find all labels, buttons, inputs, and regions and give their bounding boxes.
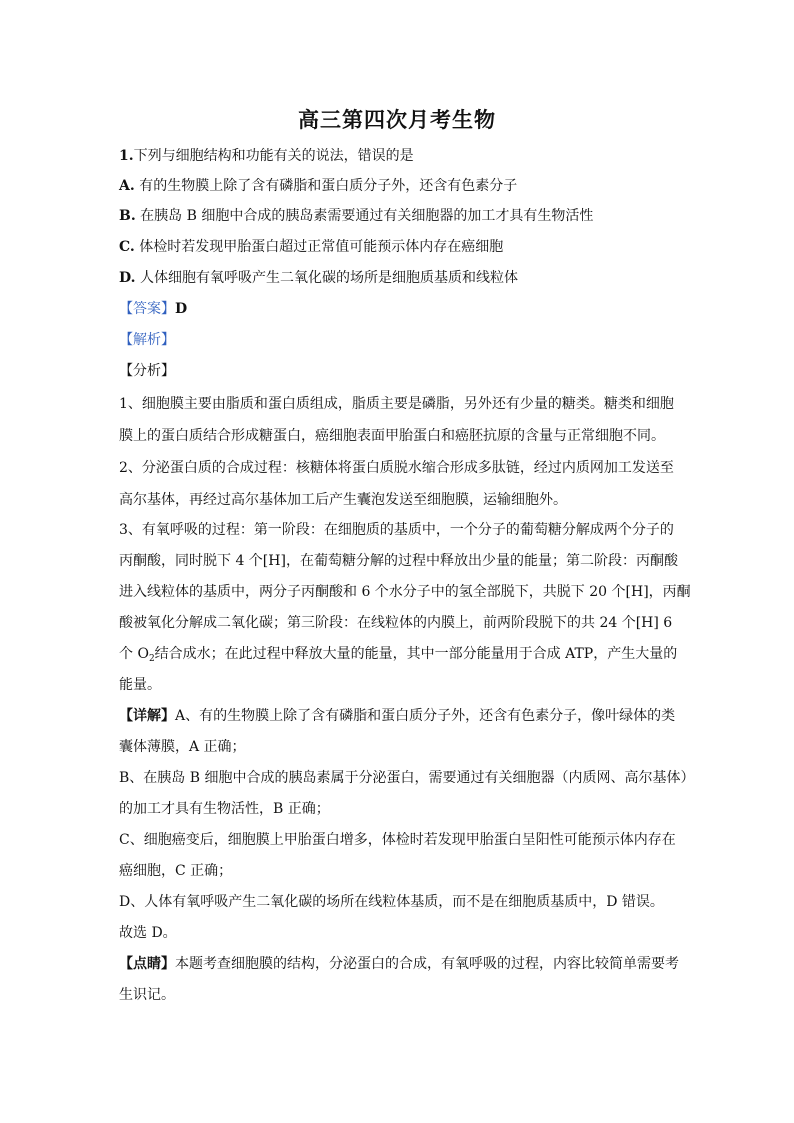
- analysis-tag: 【解析】: [119, 332, 175, 348]
- detail-line: 癌细胞，C 正确；: [119, 863, 233, 879]
- option-c: [119, 237, 503, 257]
- question-stem: [119, 146, 414, 166]
- o2-subscript: 2: [148, 654, 155, 664]
- option-label: C.: [119, 239, 135, 255]
- detail-line: A、有的生物膜上除了含有磷脂和蛋白质分子外，还含有色素分子，像叶绿体的类: [175, 708, 676, 724]
- fenxi-line: 进入线粒体的基质中，两分子丙酮酸和 6 个水分子中的氢全部脱下，共脱下 20 个[H]，丙酮: [119, 584, 691, 600]
- point-line: 生识记。: [119, 987, 175, 1003]
- fenxi-line: 3、有氧呼吸的过程：第一阶段：在细胞质的基质中，一个分子的葡萄糖分解成两个分子的: [119, 522, 674, 538]
- answer-tag: 【答案】: [119, 301, 175, 317]
- option-text: 有的生物膜上除了含有磷脂和蛋白质分子外，还含有色素分子: [139, 178, 518, 194]
- question-text: 下列与细胞结构和功能有关的说法，错误的是: [133, 148, 414, 164]
- point-line: 本题考查细胞膜的结构，分泌蛋白的合成，有氧呼吸的过程，内容比较简单需要考: [175, 956, 679, 972]
- option-a: [119, 176, 517, 196]
- question-number: 1.: [119, 148, 134, 164]
- option-text: 人体细胞有氧呼吸产生二氧化碳的场所是细胞质基质和线粒体: [139, 270, 518, 286]
- fenxi-line: 丙酮酸，同时脱下 4 个[H]，在葡萄糖分解的过程中释放出少量的能量；第二阶段：丙酮酸: [119, 553, 678, 569]
- detail-tag: 【详解】: [119, 708, 175, 724]
- page-title: 高三第四次月考生物: [298, 107, 496, 132]
- option-text: 在胰岛 B 细胞中合成的胰岛素需要通过有关细胞器的加工才具有生物活性: [140, 208, 594, 224]
- fenxi-line: 膜上的蛋白质结合形成糖蛋白，癌细胞表面甲胎蛋白和癌胚抗原的含量与正常细胞不同。: [119, 428, 665, 444]
- answer-line: [119, 299, 187, 319]
- option-b: [119, 206, 593, 226]
- detail-line: C、细胞癌变后，细胞膜上甲胎蛋白增多，体检时若发现甲胎蛋白呈阳性可能预示体内存在: [119, 832, 676, 848]
- point-tag: 【点睛】: [119, 956, 175, 972]
- fenxi-line: 酸被氧化分解成二氧化碳；第三阶段：在线粒体的内膜上，前两阶段脱下的共 24 个[H] 6: [119, 615, 673, 631]
- fenxi-line: 1、细胞膜主要由脂质和蛋白质组成，脂质主要是磷脂，另外还有少量的糖类。糖类和细胞: [119, 396, 674, 412]
- fenxi-end: 能量。: [119, 677, 161, 693]
- detail-line: D、人体有氧呼吸产生二氧化碳的场所在线粒体基质，而不是在细胞质基质中，D 错误。: [119, 894, 664, 910]
- option-d: [119, 268, 518, 288]
- detail-line: B、在胰岛 B 细胞中合成的胰岛素属于分泌蛋白，需要通过有关细胞器（内质网、高尔基体）: [119, 770, 695, 786]
- fenxi-tag: 【分析】: [119, 363, 175, 379]
- detail-line: 囊体薄膜，A 正确；: [119, 739, 246, 755]
- fenxi-line: 2、分泌蛋白质的合成过程：核糖体将蛋白质脱水缩合形成多肽链，经过内质网加工发送至: [119, 460, 674, 476]
- option-label: A.: [119, 178, 135, 194]
- detail-line: 故选 D。: [119, 925, 177, 941]
- fenxi-o2-line: [119, 644, 677, 669]
- detail-line: 的加工才具有生物活性，B 正确；: [119, 801, 330, 817]
- fenxi-line: 高尔基体，再经过高尔基体加工后产生囊泡发送至细胞膜，运输细胞外。: [119, 492, 567, 508]
- detail-first-line: [119, 706, 675, 726]
- option-label: D.: [119, 270, 136, 286]
- option-text: 体检时若发现甲胎蛋白超过正常值可能预示体内存在癌细胞: [139, 239, 504, 255]
- answer-value: D: [175, 301, 188, 317]
- point-first-line: [119, 954, 679, 974]
- o2-pre: 个 O: [119, 646, 149, 662]
- option-label: B.: [119, 208, 136, 224]
- o2-post: 结合成水；在此过程中释放大量的能量，其中一部分能量用于合成 ATP，产生大量的: [154, 646, 678, 662]
